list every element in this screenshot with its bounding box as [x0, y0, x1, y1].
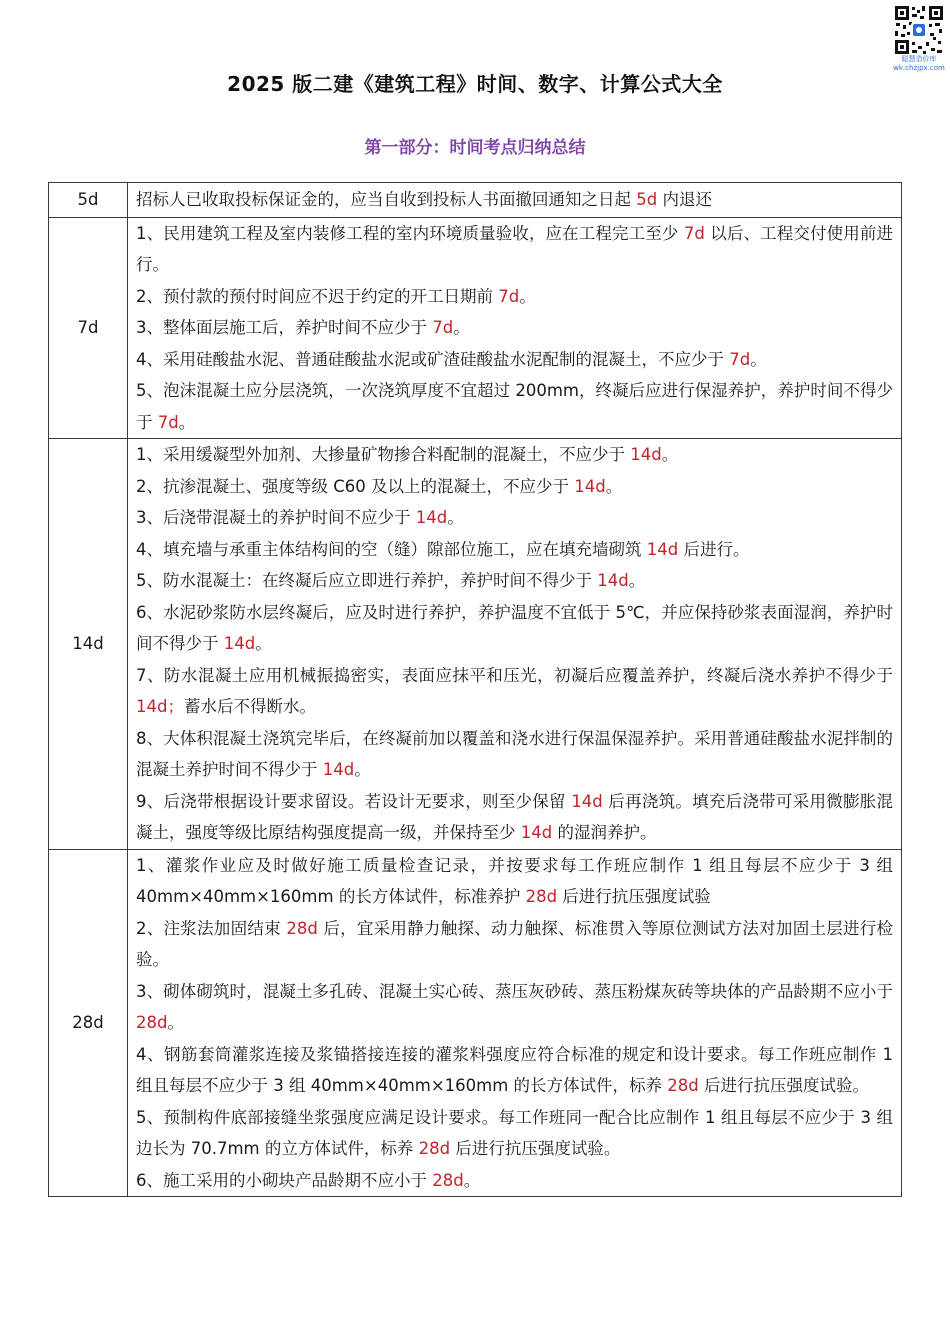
list-item: [136, 375, 893, 438]
table-body: [49, 183, 902, 1197]
highlighted-duration: 7d: [157, 412, 179, 432]
list-item: [136, 786, 893, 849]
highlighted-duration: 28d: [286, 918, 318, 938]
row-duration-label: 14d: [49, 439, 128, 850]
highlighted-duration: 28d: [136, 1013, 168, 1032]
time-summary-table: [48, 182, 902, 1197]
list-item: [136, 660, 893, 723]
list-item: [136, 312, 893, 344]
item-text: 4、采用硅酸盐水泥、普通硅酸盐水泥或矿渣硅酸盐水泥配制的混凝土，不应少于: [136, 349, 730, 369]
item-text: 5、防水混凝土：在终凝后应立即进行养护，养护时间不得少于: [136, 571, 598, 590]
highlighted-duration: 7d: [729, 349, 751, 369]
row-content: [128, 183, 902, 218]
list-item: [136, 184, 893, 216]
item-text: 。: [167, 1013, 184, 1032]
highlighted-duration: 14d: [415, 508, 448, 527]
item-text: 3、砌体砌筑时，混凝土多孔砖、混凝土实心砖、蒸压灰砂砖、蒸压粉煤灰砖等块体的产品龄期不应小于: [136, 981, 893, 1001]
row-duration-label: 5d: [49, 183, 128, 218]
table-row: [49, 849, 902, 1197]
item-text: 的湿润养护。: [552, 823, 657, 842]
item-text: 。: [255, 634, 272, 653]
item-text: 9、后浇带根据设计要求留设。若设计无要求，则至少保留: [136, 791, 572, 811]
item-text: 后进行抗压强度试验: [557, 887, 711, 906]
item-text: 后，宜采用静力触探、动力触探、标准贯入等原位测试方法对加固土层进行检验。: [136, 918, 894, 969]
item-text: 内退还: [657, 190, 712, 209]
row-content: [128, 439, 902, 850]
table-row: [49, 439, 902, 850]
list-item: [136, 565, 893, 597]
section-subtitle: 第一部分：时间考点归纳总结: [364, 138, 586, 158]
item-text: 2、预付款的预付时间应不迟于约定的开工日期前: [136, 286, 499, 306]
highlighted-duration: 14d: [322, 760, 355, 779]
list-item: [136, 597, 893, 660]
highlighted-duration: 28d: [432, 1170, 464, 1190]
item-text: 8、大体积混凝土浇筑完毕后，在终凝前加以覆盖和浇水进行保温保湿养护。采用普通硅酸盐水泥拌制的混凝土养护时间不得少于: [136, 728, 893, 779]
list-item: [136, 913, 893, 976]
qr-code-icon: [893, 4, 945, 56]
list-item: [136, 976, 893, 1039]
item-text: 后再浇筑。填充后浇带可采用微膨胀混凝土，强度等级比原结构强度提高一级，并保持至少: [136, 791, 893, 842]
highlighted-duration: 14d: [571, 791, 603, 811]
highlighted-duration: 14d；: [136, 697, 184, 716]
highlighted-duration: 14d: [630, 445, 662, 464]
highlighted-duration: 7d: [683, 223, 705, 243]
highlighted-duration: 5d: [636, 190, 658, 209]
list-item: [136, 281, 893, 313]
document-title: 2025 版二建《建筑工程》时间、数字、计算公式大全: [227, 72, 723, 96]
list-item: [136, 439, 893, 471]
highlighted-duration: 14d: [646, 539, 679, 559]
item-text: 。: [750, 349, 767, 369]
highlighted-duration: 28d: [525, 887, 558, 906]
list-item: [136, 1039, 893, 1102]
table-row: [49, 183, 902, 218]
highlighted-duration: 7d: [432, 318, 454, 337]
item-text: 招标人已收取投标保证金的，应当自收到投标人书面撤回通知之日起: [136, 190, 637, 209]
item-text: 。: [605, 476, 623, 496]
item-text: 1、灌浆作业应及时做好施工质量检查记录，并按要求每工作班应制作 1 组且每层不应少于 3 组 40mm×40mm×160mm 的长方体试件，标准养护: [136, 855, 893, 906]
item-text: 5、预制构件底部接缝坐浆强度应满足设计要求。每工作班同一配合比应制作 1 组且每层不应少于 3 组边长为 70.7mm 的立方体试件，标养: [136, 1107, 893, 1158]
item-text: 3、整体面层施工后，养护时间不应少于: [136, 318, 433, 337]
item-text: 。: [447, 508, 464, 527]
highlighted-duration: 14d: [520, 823, 553, 842]
item-text: 。: [354, 760, 371, 779]
row-duration-label: 28d: [49, 849, 128, 1197]
item-text: 3、后浇带混凝土的养护时间不应少于: [136, 508, 416, 527]
item-text: 后进行。: [678, 539, 750, 559]
item-text: 后进行抗压强度试验。: [450, 1139, 621, 1158]
highlighted-duration: 7d: [498, 286, 520, 306]
item-text: 。: [661, 445, 679, 464]
item-text: 。: [519, 286, 536, 306]
list-item: [136, 1102, 893, 1165]
list-item: [136, 534, 893, 566]
item-text: 。: [628, 571, 646, 590]
list-item: [136, 1165, 893, 1197]
item-text: 6、水泥砂浆防水层终凝后，应及时进行养护，养护温度不宜低于 5℃，并应保持砂浆表面湿润，养护时间不得少于: [136, 602, 893, 653]
list-item: [136, 218, 893, 281]
list-item: [136, 850, 893, 913]
item-text: 。: [463, 1170, 481, 1190]
item-text: 7、防水混凝土应用机械振捣密实，表面应抹平和压光，初凝后应覆盖养护，终凝后浇水养护不得少于: [136, 665, 893, 685]
item-text: 2、抗渗混凝土、强度等级 C60 及以上的混凝土，不应少于: [136, 476, 575, 496]
qr-caption-url: wk.chzjpx.com: [893, 64, 945, 72]
highlighted-duration: 14d: [597, 571, 629, 590]
list-item: [136, 723, 893, 786]
table-row: [49, 217, 902, 439]
item-text: 5、泡沫混凝土应分层浇筑，一次浇筑厚度不宜超过 200mm，终凝后应进行保湿养护，养护时间不得少于: [136, 381, 893, 432]
item-text: 以后、工程交付使用前进行。: [136, 223, 893, 274]
list-item: [136, 344, 893, 376]
highlighted-duration: 28d: [418, 1139, 451, 1158]
item-text: 4、填充墙与承重主体结构间的空（缝）隙部位施工，应在填充墙砌筑: [136, 539, 647, 559]
item-text: 6、施工采用的小砌块产品龄期不应小于: [136, 1170, 433, 1190]
item-text: 1、采用缓凝型外加剂、大掺量矿物掺合料配制的混凝土，不应少于: [136, 445, 631, 464]
qr-code: [893, 4, 945, 56]
highlighted-duration: 28d: [667, 1076, 699, 1095]
item-text: 。: [178, 412, 196, 432]
row-duration-label: 7d: [49, 217, 128, 439]
item-text: 1、民用建筑工程及室内装修工程的室内环境质量验收，应在工程完工至少: [136, 223, 684, 243]
item-text: 后进行抗压强度试验。: [698, 1076, 870, 1095]
highlighted-duration: 14d: [223, 634, 256, 653]
item-text: 2、注浆法加固结束: [136, 918, 287, 938]
item-text: 。: [453, 318, 470, 337]
list-item: [136, 502, 893, 534]
highlighted-duration: 14d: [574, 476, 606, 496]
qr-caption: 聪慧造价库: [901, 55, 937, 63]
row-content: [128, 849, 902, 1197]
item-text: 蓄水后不得断水。: [183, 697, 316, 716]
row-content: [128, 217, 902, 439]
list-item: [136, 471, 893, 503]
item-text: 4、钢筋套筒灌浆连接及浆锚搭接连接的灌浆料强度应符合标准的规定和设计要求。每工作班应制作 1 组且每层不应少于 3 组 40mm×40mm×160mm 的长方体试件，标养: [136, 1044, 893, 1095]
